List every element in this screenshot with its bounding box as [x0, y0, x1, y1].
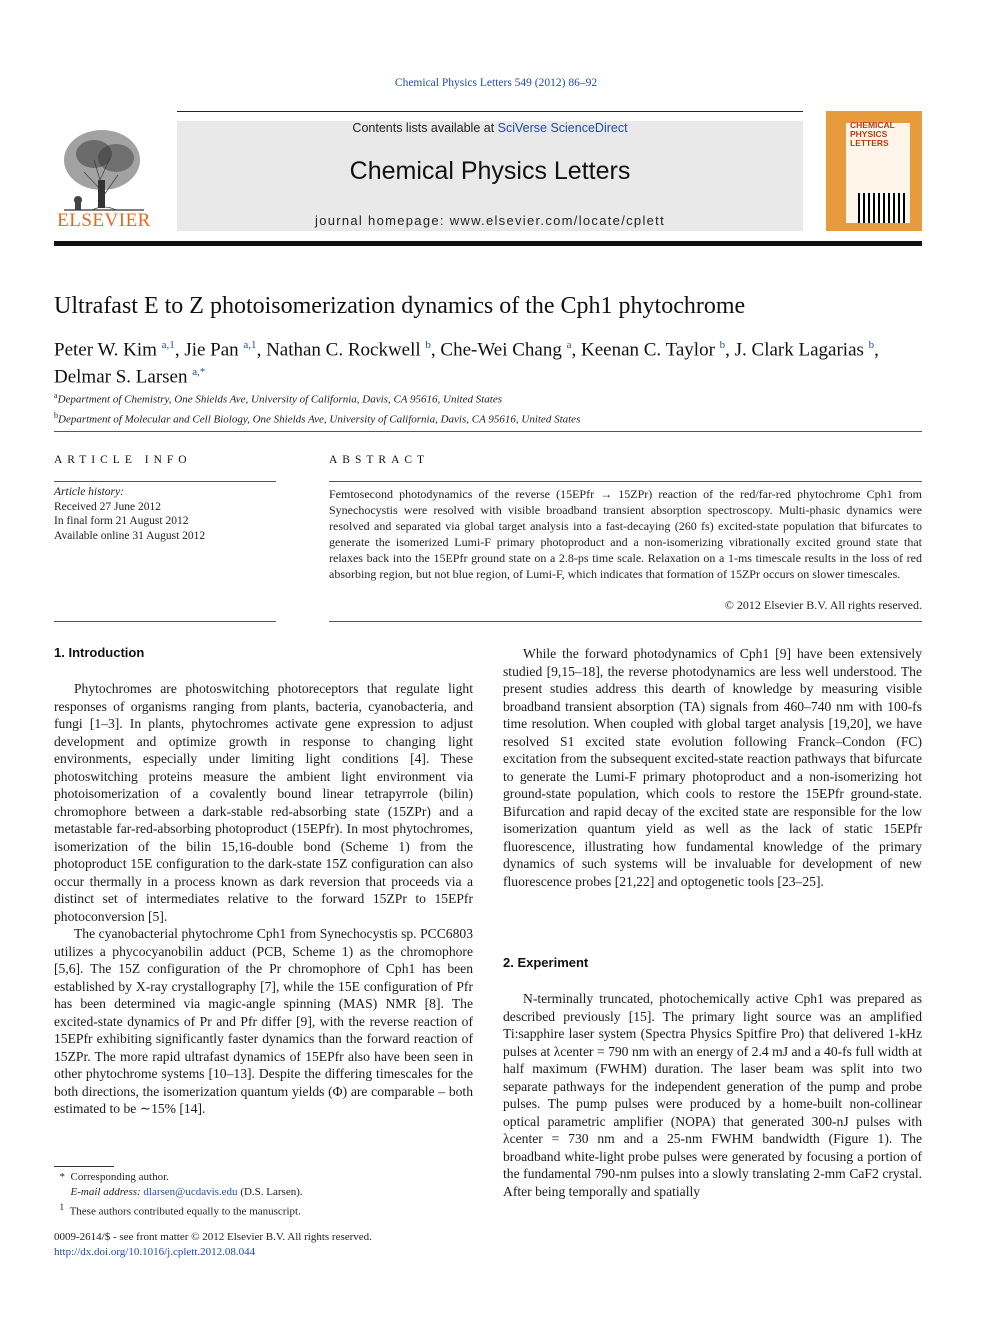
received-date: Received 27 June 2012	[54, 500, 161, 513]
info-rule	[54, 621, 276, 622]
author-separator: ,	[430, 339, 441, 361]
header-rule	[177, 111, 803, 112]
footnotes	[54, 1170, 303, 1220]
journal-homepage[interactable]: journal homepage: www.elsevier.com/locate/cplett	[315, 213, 665, 228]
doi-link[interactable]: http://dx.doi.org/10.1016/j.cplett.2012.08.044	[54, 1246, 256, 1258]
footnote-email	[54, 1185, 303, 1200]
header-thick-rule	[54, 241, 922, 246]
right-column-bottom	[503, 990, 922, 1200]
online-date: Available online 31 August 2012	[54, 529, 206, 542]
author-line-2	[54, 361, 924, 388]
affiliation-text: Department of Molecular and Cell Biology, One Shields Ave, University of California, Davis, CA 95616, United States	[58, 413, 581, 426]
article-info-heading: ARTICLE INFO	[54, 454, 192, 466]
author-line-1	[54, 334, 924, 361]
journal-reference[interactable]: Chemical Physics Letters 549 (2012) 86–92	[394, 77, 598, 89]
footnote-corresponding: * Corresponding author.	[54, 1171, 169, 1183]
journal-title: Chemical Physics Letters	[349, 157, 631, 185]
author-affiliation-marker[interactable]: a	[566, 339, 572, 351]
author-affiliation-marker[interactable]: b	[719, 339, 726, 351]
cover-title: CHEMICAL PHYSICS LETTERS	[850, 120, 895, 148]
right-column-top	[503, 645, 922, 890]
author-name: Jie Pan	[184, 339, 244, 361]
introduction-heading: 1. Introduction	[54, 645, 145, 660]
publisher-wordmark: ELSEVIER	[57, 210, 151, 231]
author-name: J. Clark Lagarias	[734, 339, 869, 361]
sciencedirect-link[interactable]: SciVerse ScienceDirect	[497, 121, 628, 135]
final-form-date: In final form 21 August 2012	[54, 515, 189, 527]
author-affiliation-marker[interactable]: a,1	[161, 339, 175, 351]
author-name: Nathan C. Rockwell	[266, 339, 426, 361]
intro-paragraph-1: Phytochromes are photoswitching photoreceptors that regulate light responses of organisms ranging from plants, bacteria, cyanobacteria, and fungi [1–3]. In plants, phytochromes activate gene expression to adjust development and optimize growth in response to changing light environments, especially under limiting light conditions [4]. These photoswitching proteins measure the ambient light environment via photoisomerization of a covalently bound linear tetrapyrrole (bilin) chromophore between a dark-stable red-absorbing state (15ZPr) and a metastable far-red-absorbing photoproduct (15EPfr). In most phytochromes, isomerization of the bilin 15,16-double bond (Scheme 1) from the photoproduct 15E configuration to the dark-state 15Z configuration can also occur thermally in a process known as dark reversion that proceeds via a distinct set of intermediates relative to the forward 15ZPr to 15EPfr photoconversion [5].	[54, 681, 473, 924]
abstract-rule	[329, 621, 922, 622]
info-rule	[54, 481, 276, 482]
intro-paragraph-2: The cyanobacterial phytochrome Cph1 from Synechocystis sp. PCC6803 utilizes a phycocyanobilin adduct (PCB, Scheme 1) as the chromophore [5,6]. The 15Z configuration of the Pr chromophore of Cph1 has been established by X-ray crystallography [7], while the 15E configuration of Pfr has been determined via magic-angle spinning (MAS) NMR [8]. The excited-state dynamics of Pr and Pfr differ [9], with the reverse reaction of 15EPfr exhibiting significantly faster dynamics than the forward reaction of 15ZPr. The more rapid ultrafast dynamics of 15EPfr also have been seen in other phytochrome systems [10–13]. Despite the differing timescales for the both directions, the isomerization quantum yields (Φ) are comparable – both estimated to be ∼15% [14].	[54, 926, 473, 1116]
footnote-text: Corresponding author.	[70, 1171, 169, 1183]
contents-line	[177, 121, 803, 135]
author-name: Che-Wei Chang	[440, 339, 567, 361]
intro-paragraph-3: While the forward photodynamics of Cph1 [9] have been extensively studied [9,15–18], the reverse photodynamics are less well understood. The present studies address this dearth of knowledge by measuring visible broadband transient absorption (TA) signals from 460–740 nm with 100-fs time resolution. When coupled with global target analysis [19,20], we have resolved S1 excited state evolution following Franck–Condon (FC) excitation from the subsequent excited-state reaction pathways that bifurcate to generate the Lumi-F primary photoproduct and a non-isomerizing hot ground-state population, which cools to restore the 15EPfr ground-state. Bifurcation and rapid decay of the excited state are responsible for the low isomerization quantum yield as well as the lack of static 15EPfr fluorescence, illustrating how fundamental knowledge of the primary dynamics of such systems will be invaluable for development of new fluorescence probes [21,22] and optogenetic tools [23–25].	[503, 646, 922, 889]
author-affiliation-marker[interactable]: b	[868, 339, 875, 351]
author-list	[54, 334, 924, 389]
author-separator: ,	[725, 339, 735, 361]
affiliation-rule	[54, 431, 922, 432]
author-name: Delmar S. Larsen	[54, 366, 188, 388]
email-label: E-mail address:	[70, 1186, 144, 1198]
abstract-rule	[329, 481, 922, 482]
left-column	[54, 680, 473, 1118]
author-affiliation-marker[interactable]: a,1	[243, 339, 257, 351]
author-name: Keenan C. Taylor	[580, 339, 720, 361]
experiment-paragraph-1: N-terminally truncated, photochemically active Cph1 was prepared as described previously [15]. The primary light source was an amplified Ti:sapphire laser system (Spectra Physics Spitfire Pro) that delivered 1-kHz pulses at λcenter = 790 nm with an energy of 2.4 mJ and a 40-fs full width at half maximum (FWHM) duration. The laser beam was split into two separate pathways for the independent generation of the pump and probe pulses. The pump pulses were produced by a home-built non-collinear optical parametric amplifier (NOPA) that generated 300-nJ pulses with λcenter = 730 nm and a 25-nm FWHM bandwidth (Figure 1). The broadband white-light probe pulses were generated by focusing a portion of the fundamental 790-nm pulses into a slowly translating 2-mm CaF2 crystal. After being temporally and spatially	[503, 991, 922, 1199]
affiliation-marker: a	[54, 391, 58, 400]
affiliation-a	[54, 388, 580, 408]
affiliation-marker: b	[54, 410, 58, 420]
cover-graphic	[858, 193, 906, 223]
affiliation-b	[54, 408, 580, 428]
author-name: Peter W. Kim	[54, 339, 162, 361]
author-affiliation-marker[interactable]: b	[425, 339, 431, 351]
page-footer	[54, 1230, 372, 1260]
paper-title: Ultrafast E to Z photoisomerization dynamics of the Cph1 phytochrome	[54, 293, 746, 319]
affiliations	[54, 388, 580, 427]
issn-line: 0009-2614/$ - see front matter © 2012 Elsevier B.V. All rights reserved.	[54, 1231, 372, 1243]
author-separator: ,	[571, 339, 581, 361]
footnote-equal: $^1$ These authors contributed equally to the manuscript.	[59, 1202, 301, 1218]
footnote-text: These authors contributed equally to the manuscript.	[69, 1205, 301, 1218]
author-separator: ,	[256, 339, 267, 361]
email-link[interactable]: dlarsen@ucdavis.edu	[143, 1186, 238, 1198]
footnote-rule	[54, 1166, 114, 1167]
journal-cover-thumbnail[interactable]	[826, 111, 922, 231]
abstract-heading: ABSTRACT	[329, 454, 430, 466]
abstract-text: Femtosecond photodynamics of the reverse (15EPfr → 15ZPr) reaction of the red/far-red phytochrome Cph1 from Synechocystis were resolved with visible broadband transient absorption spectroscopy. Multi-phasic dynamics were resolved and separated via global target analysis into a fast-decaying (260 fs) excited-state population that bifurcates to generate the isomerized Lumi-F primary photoproduct and a non-isomerizing vibrationally excited ground state that relaxes back into the 15EPfr ground state on a 2.8-ps time scale. Relaxation on a 1-ms timescale results in the loss of red absorbing region, but not blue region, of Lumi-F, which indicates that formation of 15ZPr occurs on slower timescales.	[329, 487, 922, 581]
author-separator: ,	[174, 339, 185, 361]
author-separator: ,	[874, 339, 879, 361]
author-affiliation-marker[interactable]: a,*	[192, 366, 206, 379]
email-suffix: (D.S. Larsen).	[237, 1186, 303, 1198]
contents-prefix: Contents lists available at	[352, 121, 498, 135]
experiment-heading: 2. Experiment	[503, 955, 589, 970]
abstract-copyright: © 2012 Elsevier B.V. All rights reserved.	[724, 598, 922, 612]
affiliation-text: Department of Chemistry, One Shields Ave, University of California, Davis, CA 95616, United States	[57, 393, 503, 406]
history-label: Article history:	[54, 486, 124, 498]
article-history	[54, 485, 205, 543]
